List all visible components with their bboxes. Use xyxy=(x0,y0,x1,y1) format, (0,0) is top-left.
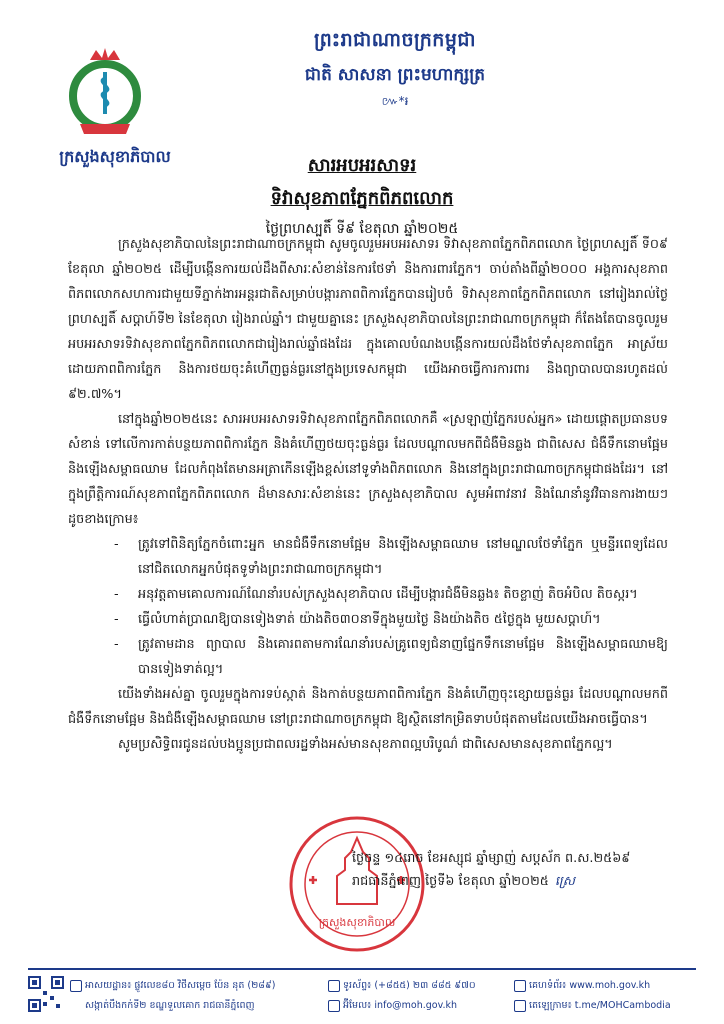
document-title: ទិវាសុខភាពភ្នែកពិភពលោក xyxy=(270,188,454,209)
paragraph-1: ក្រសួងសុខាភិបាលនៃព្រះរាជាណាចក្រកម្ពុជា សូមចូលរួមអបអរសាទរ ទិវាសុខភាពភ្នែកពិភពលោក ថ្ងៃព្រហស្បតិ៍ ទី០៩ ខែតុលា ឆ្នាំ២០២៥ ដើម្បីបង្កើនការយល់ដឹងពីសារៈសំខាន់នៃការថែទាំ និងការពារភ្នែក។ ចាប់តាំងពីឆ្នាំ២០០០ អង្គការសុខភាពពិភពលោកសហការជាមួយទីភ្នាក់ងារអន្តរជាតិសម្រាប់បង្ការភាពពិការភ្នែកបានរៀបចំ ទិវាសុខភាពភ្នែកពិភពលោក នៅរៀងរាល់ថ្ងៃព្រហស្បតិ៍ សប្តាហ៍ទី២ នៃខែតុលា រៀងរាល់ឆ្នាំ។ ជាមួយគ្នានេះ ក្រសួងសុខាភិបាលនៃព្រះរាជាណាចក្រកម្ពុជា ក៏តែងតែបានចូលរួមអបអរសាទរទិវាសុខភាពភ្នែកពិភពលោកជារៀងរាល់ឆ្នាំផងដែរ ក្នុងគោលបំណងបង្កើនការយល់ដឹងថែទាំសុខភាពភ្នែក អាស្រ័យដោយភាពពិការភ្នែក និងការថយចុះគំហើញធ្ងន់ធ្ងរនៅក្នុងប្រទេសកម្ពុជា យើងអាចធ្វើការការពារ និងព្យាបាលបានរហូតដល់ ៩២.៧%។ xyxy=(68,237,668,402)
footer-online xyxy=(514,976,671,1016)
letter-body xyxy=(68,232,668,757)
website-link[interactable]: គេហទំព័រ៖ www.moh.gov.kh xyxy=(529,980,651,991)
telegram-icon xyxy=(514,1000,526,1012)
kingdom-title: ព្រះរាជាណាចក្រកម្ពុជា xyxy=(314,29,476,51)
email-address[interactable]: អ៊ីមែល៖ info@moh.gov.kh xyxy=(343,1000,458,1011)
list-item: - ត្រូវតាមដាន ព្យាបាល និងគោរពតាមការណែនាំរបស់គ្រូពេទ្យជំនាញផ្នែកទឹកនោមផ្អែម និងឡើងសម្ពាធឈាមឱ្យបានទៀងទាត់ល្អ។ xyxy=(138,632,668,682)
email-icon xyxy=(328,1000,340,1012)
ministry-logo-icon xyxy=(60,48,150,140)
ministry-name: ក្រសួងសុខាភិបាល xyxy=(59,147,171,166)
document-date: ថ្ងៃព្រហស្បតិ៍ ទី៩ ខែតុលា ឆ្នាំ២០២៥ xyxy=(265,221,459,237)
telegram-link[interactable]: តេឡេក្រាម៖ t.me/MOHCambodia xyxy=(529,1000,671,1011)
ornament: ៚*៛ xyxy=(381,94,409,108)
list-item: - អនុវត្តតាមគោលការណ៍ណែនាំរបស់ក្រសួងសុខាភិបាល ដើម្បីបង្ការជំងឺមិនឆ្លង៖ តិចខ្លាញ់ តិចអំបិល តិចស្ករ។ xyxy=(138,582,668,607)
national-header xyxy=(230,28,560,111)
place-date: រាជធានីភ្នំពេញ ថ្ងៃទី៦ ខែតុលា ឆ្នាំ២០២៥ xyxy=(352,874,549,889)
stamp-text: ក្រសួងសុខាភិបាល xyxy=(318,916,396,929)
phone-number[interactable]: ទូរស័ព្ទ៖ (+៨៥៥) ២៣ ៨៨៥ ៩៧០ xyxy=(343,980,476,991)
paragraph-3: យើងទាំងអស់គ្នា ចូលរួមក្នុងការទប់ស្កាត់ និងកាត់បន្ថយភាពពិការភ្នែក និងគំហើញចុះខ្សោយធ្ងន់ធ្ងរ ដែលបណ្តាលមកពីជំងឺទឹកនោមផ្អែម និងជំងឺឡើងសម្ពាធឈាម នៅព្រះរាជាណាចក្រកម្ពុជា ឱ្យស្ថិតនៅកម្រិតទាបបំផុតតាមដែលយើងអាចធ្វើបាន។ xyxy=(68,687,668,727)
document-type: សារអបអរសាទរ xyxy=(307,155,417,176)
paragraph-2: នៅក្នុងឆ្នាំ២០២៥នេះ សារអបអរសាទរទិវាសុខភាពភ្នែកពិភពលោកគឺ «ស្រឡាញ់ភ្នែករបស់អ្នក» ដោយផ្តោតប្រធានបទសំខាន់ ទៅលើការកាត់បន្ថយភាពពិការភ្នែក និងគំហើញថយចុះធ្ងន់ធ្ងរ ដែលបណ្តាលមកពីជំងឺមិនឆ្លង ជាពិសេស ជំងឺទឹកនោមផ្អែម និងឡើងសម្ពាធឈាម ដែលកំពុងតែមានអត្រាកើនឡើងខ្ពស់នៅទូទាំងពិភពលោក និងនៅក្នុងព្រះរាជាណាចក្រកម្ពុជាផងដែរ។ នៅក្នុងព្រឹត្តិការណ៍សុខភាពភ្នែកពិភពលោក ដ៏មានសារៈសំខាន់នេះ ក្រសួងសុខាភិបាល សូមអំពាវនាវ និងណែនាំនូវវិធានការងាយៗដូចខាងក្រោម៖ xyxy=(68,412,668,527)
list-item: - ធ្វើលំហាត់ប្រាណឱ្យបានទៀងទាត់ យ៉ាងតិច៣០នាទីក្នុងមួយថ្ងៃ និងយ៉ាងតិច ៥ថ្ងៃក្នុង មួយសប្តាហ៍។ xyxy=(138,607,668,632)
title-block xyxy=(150,153,574,240)
footer xyxy=(28,974,696,1020)
footer-address xyxy=(70,976,275,1016)
paragraph-4: សូមប្រសិទ្ធិពរជូនដល់បងប្អូនប្រជាពលរដ្ឋទាំងអស់មានសុខភាពល្អបរិបូណ៌ ជាពិសេសមានសុខភាពភ្នែកល្អ។ xyxy=(118,737,613,752)
national-motto: ជាតិ សាសនា ព្រះមហាក្សត្រ xyxy=(304,65,486,85)
recommendation-list xyxy=(68,532,668,682)
initial-signature: ស្រេ xyxy=(554,874,575,889)
list-item: - ត្រូវទៅពិនិត្យភ្នែកចំពោះអ្នក មានជំងឺទឹកនោមផ្អែម និងឡើងសម្ពាធឈាម នៅមណ្ឌលថែទាំភ្នែក ឬមន្ទីរពេទ្យដែលនៅជិតលោកអ្នកបំផុតទូទាំងព្រះរាជាណាចក្រកម្ពុជា។ xyxy=(138,532,668,582)
globe-icon xyxy=(514,980,526,992)
phone-icon xyxy=(328,980,340,992)
footer-divider xyxy=(28,968,696,970)
footer-contact xyxy=(328,976,476,1016)
lunar-date: ថ្ងៃចន្ទ ១៤រោច ខែអស្សុជ ឆ្នាំម្សាញ់ សប្តស័ក ព.ស.២៥៦៩ xyxy=(352,851,631,866)
signature-block xyxy=(352,847,692,893)
location-icon xyxy=(70,980,82,992)
address-line-1: អាសយដ្ឋាន៖ ផ្លូវលេខ៨០ វិថីសម្តេច ប៉ែន នុត (២៨៩) xyxy=(85,980,276,991)
address-line-2: សង្កាត់បឹងកក់ទី២ ខណ្ឌទួលគោក រាជធានីភ្នំពេញ xyxy=(85,1000,255,1011)
